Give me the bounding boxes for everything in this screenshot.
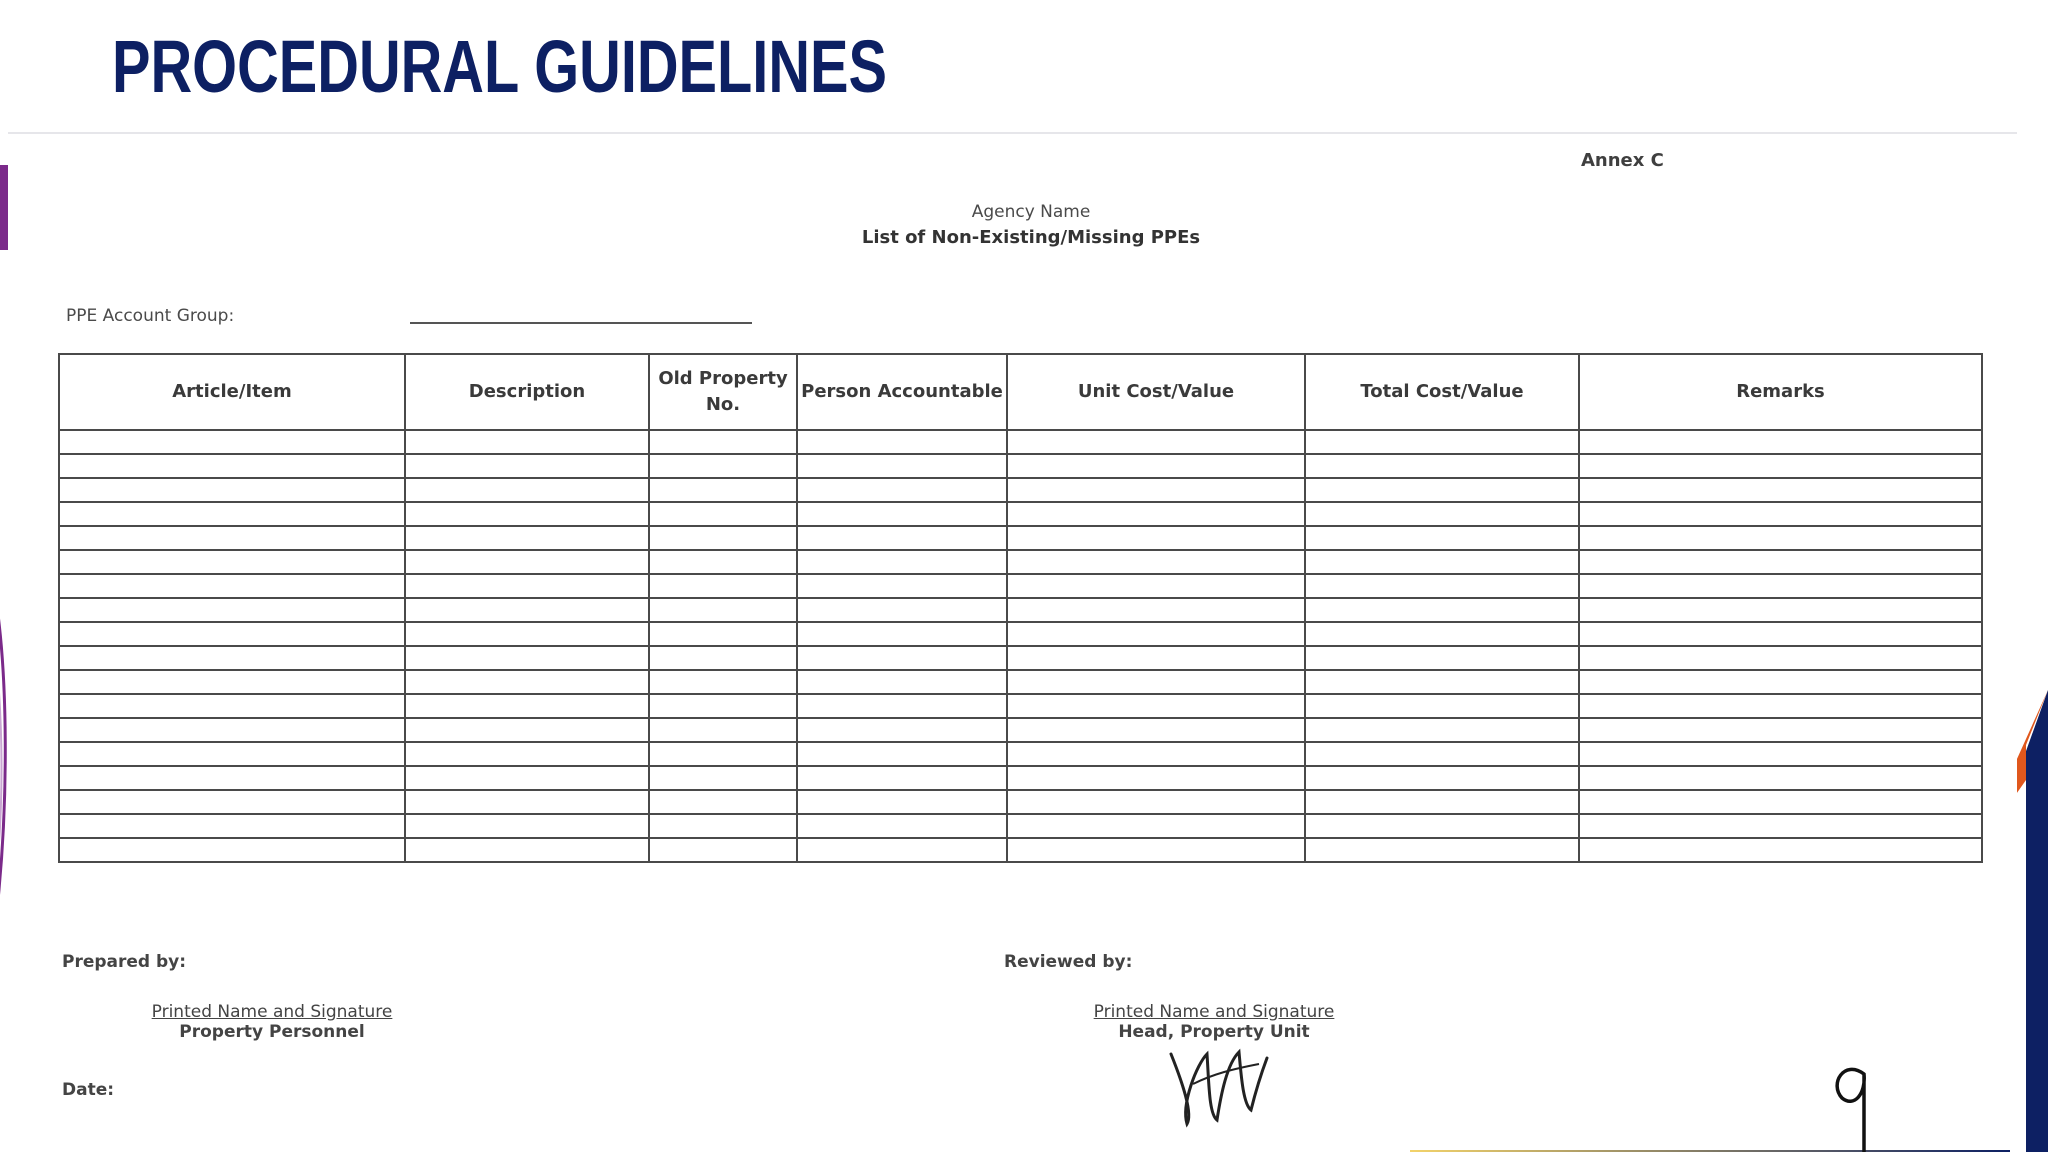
table-row xyxy=(59,526,1982,550)
table-cell xyxy=(1007,502,1305,526)
table-row xyxy=(59,454,1982,478)
table-cell xyxy=(1305,694,1579,718)
table-cell xyxy=(59,742,405,766)
column-header: Description xyxy=(405,354,649,430)
table-cell xyxy=(1305,526,1579,550)
table-cell xyxy=(797,598,1007,622)
table-cell xyxy=(1579,694,1982,718)
prepared-signature-block xyxy=(110,1002,434,1042)
table-cell xyxy=(1007,622,1305,646)
table-cell xyxy=(1579,670,1982,694)
table-cell xyxy=(797,430,1007,454)
table-cell xyxy=(649,574,797,598)
table-cell xyxy=(797,622,1007,646)
table-cell xyxy=(649,430,797,454)
annex-label: Annex C xyxy=(1581,150,1664,171)
table-cell xyxy=(405,622,649,646)
table-header-row xyxy=(59,354,1982,430)
form-title: List of Non-Existing/Missing PPEs xyxy=(861,227,1201,248)
table-row xyxy=(59,430,1982,454)
table-cell xyxy=(59,694,405,718)
table-cell xyxy=(649,694,797,718)
table-cell xyxy=(1007,598,1305,622)
handwritten-page-mark xyxy=(1824,1054,1884,1152)
table-cell xyxy=(797,574,1007,598)
table-body xyxy=(59,430,1982,862)
table-cell xyxy=(1305,598,1579,622)
table-cell xyxy=(1579,790,1982,814)
table-cell xyxy=(1305,742,1579,766)
table-row xyxy=(59,574,1982,598)
table-cell xyxy=(1579,622,1982,646)
table-cell xyxy=(405,478,649,502)
table-cell xyxy=(1007,430,1305,454)
table-cell xyxy=(59,622,405,646)
table-row xyxy=(59,742,1982,766)
table-cell xyxy=(797,814,1007,838)
table-cell xyxy=(1305,790,1579,814)
table-cell xyxy=(59,598,405,622)
signature-name-line: Printed Name and Signature xyxy=(151,1002,393,1022)
agency-name: Agency Name xyxy=(971,202,1091,222)
table-cell xyxy=(405,766,649,790)
table-cell xyxy=(797,646,1007,670)
table-row xyxy=(59,646,1982,670)
table-cell xyxy=(649,838,797,862)
table-cell xyxy=(797,502,1007,526)
table-cell xyxy=(405,718,649,742)
table-cell xyxy=(1579,598,1982,622)
table-cell xyxy=(1579,454,1982,478)
table-cell xyxy=(649,670,797,694)
table-cell xyxy=(405,598,649,622)
table-cell xyxy=(1007,838,1305,862)
table-cell xyxy=(1579,478,1982,502)
table-cell xyxy=(59,550,405,574)
table-cell xyxy=(59,574,405,598)
table-cell xyxy=(1579,430,1982,454)
table-cell xyxy=(797,718,1007,742)
table-cell xyxy=(797,838,1007,862)
table-cell xyxy=(649,790,797,814)
table-cell xyxy=(405,694,649,718)
table-cell xyxy=(59,766,405,790)
table-cell xyxy=(405,670,649,694)
slide-title: PROCEDURAL GUIDELINES xyxy=(112,25,888,108)
table-cell xyxy=(649,478,797,502)
date-label: Date: xyxy=(62,1080,115,1100)
table-cell xyxy=(1579,742,1982,766)
table-cell xyxy=(1007,646,1305,670)
table-cell xyxy=(649,766,797,790)
table-row xyxy=(59,598,1982,622)
table-cell xyxy=(59,502,405,526)
table-cell xyxy=(1305,646,1579,670)
table-cell xyxy=(1305,454,1579,478)
table-cell xyxy=(649,502,797,526)
table-cell xyxy=(797,454,1007,478)
table-cell xyxy=(1305,718,1579,742)
table-cell xyxy=(649,646,797,670)
table-cell xyxy=(1007,670,1305,694)
table-cell xyxy=(1305,814,1579,838)
signature-role: Property Personnel xyxy=(179,1022,365,1042)
table-cell xyxy=(649,550,797,574)
table-cell xyxy=(1305,550,1579,574)
table-cell xyxy=(405,550,649,574)
table-cell xyxy=(1305,766,1579,790)
table-cell xyxy=(649,598,797,622)
column-header: Article/Item xyxy=(59,354,405,430)
column-header: Person Accountable xyxy=(797,354,1007,430)
table-cell xyxy=(59,646,405,670)
table-cell xyxy=(1579,646,1982,670)
table-cell xyxy=(1579,550,1982,574)
table-cell xyxy=(405,838,649,862)
table-row xyxy=(59,838,1982,862)
table-cell xyxy=(59,670,405,694)
prepared-by-label: Prepared by: xyxy=(62,952,187,972)
column-header: Old Property No. xyxy=(649,354,797,430)
table-row xyxy=(59,478,1982,502)
table-cell xyxy=(797,742,1007,766)
table-cell xyxy=(1305,478,1579,502)
account-group-blank-line xyxy=(410,322,752,324)
table-cell xyxy=(1007,694,1305,718)
table-cell xyxy=(405,814,649,838)
table-cell xyxy=(649,454,797,478)
table-cell xyxy=(649,622,797,646)
table-cell xyxy=(59,790,405,814)
table-cell xyxy=(1007,454,1305,478)
table-cell xyxy=(1007,766,1305,790)
annex-form-document xyxy=(8,132,2017,1150)
table-row xyxy=(59,502,1982,526)
table-cell xyxy=(405,454,649,478)
table-cell xyxy=(797,694,1007,718)
signature-name-line: Printed Name and Signature xyxy=(1093,1002,1335,1022)
table-cell xyxy=(1007,814,1305,838)
table-cell xyxy=(59,814,405,838)
table-row xyxy=(59,718,1982,742)
table-cell xyxy=(1305,430,1579,454)
table-cell xyxy=(1579,766,1982,790)
right-accent-shape xyxy=(2012,690,2048,1152)
table-cell xyxy=(405,430,649,454)
table-cell xyxy=(797,670,1007,694)
table-cell xyxy=(59,478,405,502)
column-header: Unit Cost/Value xyxy=(1007,354,1305,430)
table-cell xyxy=(1305,502,1579,526)
table-cell xyxy=(405,502,649,526)
table-row xyxy=(59,670,1982,694)
table-row xyxy=(59,622,1982,646)
table-cell xyxy=(1579,502,1982,526)
table-cell xyxy=(1305,574,1579,598)
table-cell xyxy=(1007,790,1305,814)
table-cell xyxy=(1007,550,1305,574)
table-cell xyxy=(649,742,797,766)
ppe-table xyxy=(58,353,1983,863)
table-row xyxy=(59,550,1982,574)
table-cell xyxy=(59,838,405,862)
table-cell xyxy=(1305,838,1579,862)
table-cell xyxy=(1007,718,1305,742)
table-cell xyxy=(59,526,405,550)
table-cell xyxy=(405,742,649,766)
table-cell xyxy=(1579,574,1982,598)
signature-role: Head, Property Unit xyxy=(1118,1022,1310,1042)
table-cell xyxy=(405,646,649,670)
table-row xyxy=(59,790,1982,814)
table-cell xyxy=(59,454,405,478)
table-cell xyxy=(59,430,405,454)
table-cell xyxy=(797,478,1007,502)
table-cell xyxy=(797,790,1007,814)
table-row xyxy=(59,694,1982,718)
table-cell xyxy=(405,574,649,598)
account-group-label: PPE Account Group: xyxy=(66,306,235,326)
table-cell xyxy=(405,526,649,550)
column-header: Total Cost/Value xyxy=(1305,354,1579,430)
table-cell xyxy=(1305,622,1579,646)
table-cell xyxy=(1007,742,1305,766)
table-cell xyxy=(649,718,797,742)
table-cell xyxy=(59,718,405,742)
table-cell xyxy=(405,790,649,814)
table-cell xyxy=(797,550,1007,574)
table-cell xyxy=(1007,478,1305,502)
table-cell xyxy=(797,766,1007,790)
table-cell xyxy=(1305,670,1579,694)
reviewed-by-label: Reviewed by: xyxy=(1004,952,1133,972)
table-cell xyxy=(1579,718,1982,742)
table-cell xyxy=(1579,838,1982,862)
table-cell xyxy=(649,526,797,550)
table-cell xyxy=(797,526,1007,550)
handwritten-signature xyxy=(1163,1024,1273,1134)
table-cell xyxy=(1007,526,1305,550)
table-cell xyxy=(1007,574,1305,598)
column-header: Remarks xyxy=(1579,354,1982,430)
table-row xyxy=(59,814,1982,838)
table-cell xyxy=(649,814,797,838)
table-cell xyxy=(1579,526,1982,550)
table-cell xyxy=(1579,814,1982,838)
table-row xyxy=(59,766,1982,790)
